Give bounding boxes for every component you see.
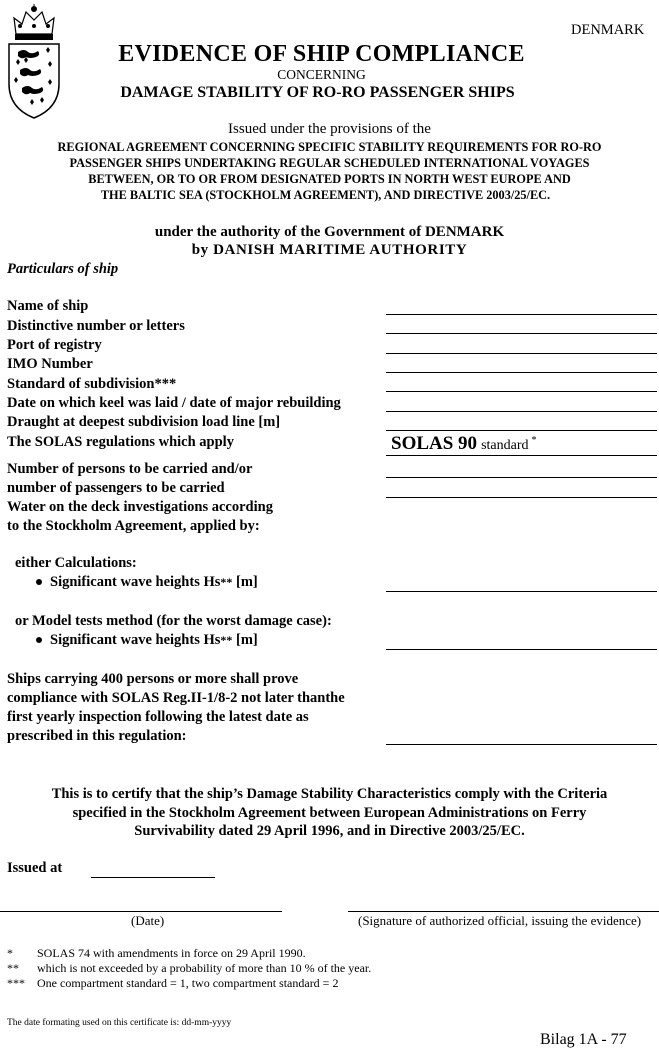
footnote-text: One compartment standard = 1, two compartment standard = 2 xyxy=(37,976,339,990)
ships400-text: Ships carrying 400 persons or more shall prove xyxy=(7,671,299,687)
footnote-text: SOLAS 74 with amendments in force on 29 April 1990. xyxy=(37,946,306,960)
issued-at-label: Issued at xyxy=(7,860,63,876)
signature-label: (Signature of authorized official, issuing the evidence) xyxy=(358,913,642,928)
concerning-label: CONCERNING xyxy=(277,67,366,82)
ships400-text: prescribed in this regulation: xyxy=(7,728,187,744)
issued-under-text: Issued under the provisions of the xyxy=(228,121,431,137)
field-line-model-wave-height[interactable] xyxy=(386,649,657,650)
field-line-name-of-ship[interactable] xyxy=(386,314,657,315)
field-line-standard-of-subdivision[interactable] xyxy=(386,391,657,392)
field-label-standard-of-subdivision: Standard of subdivision*** xyxy=(7,376,177,392)
water-on-deck-label: Water on the deck investigations according xyxy=(7,499,273,515)
field-line-distinctive-number[interactable] xyxy=(386,333,657,334)
wave-height-label: Significant wave heights Hs xyxy=(50,632,221,648)
field-label-imo-number: IMO Number xyxy=(7,356,93,372)
wave-height-mark: ** xyxy=(220,575,233,589)
certify-text: This is to certify that the ship’s Damage Stability Characteristics comply with the Criteria xyxy=(51,786,608,802)
field-label-name-of-ship: Name of ship xyxy=(7,298,89,314)
country-label: DENMARK xyxy=(571,22,645,38)
field-line-calc-wave-height[interactable] xyxy=(386,591,657,592)
field-line-persons[interactable] xyxy=(386,477,657,478)
ships400-text: first yearly inspection following the latest date as xyxy=(7,709,309,725)
field-label-persons: number of passengers to be carried xyxy=(7,480,225,496)
calc-wave-height-row xyxy=(36,574,258,591)
water-on-deck-label: to the Stockholm Agreement, applied by: xyxy=(7,518,260,534)
field-line-solas-regulations[interactable] xyxy=(386,455,657,456)
authority-line: under the authority of the Government of DENMARK xyxy=(154,224,505,240)
wave-height-mark: ** xyxy=(220,633,233,647)
date-format-note: The date formating used on this certificate is: dd-mm-yyyy xyxy=(7,1018,232,1028)
certify-text: specified in the Stockholm Agreement between European Administrations on Ferry xyxy=(72,805,587,821)
field-line-keel-date[interactable] xyxy=(386,411,657,412)
particulars-heading: Particulars of ship xyxy=(7,261,119,277)
document-subtitle: DAMAGE STABILITY OF RO-RO PASSENGER SHIPS xyxy=(120,84,515,101)
ships400-text: compliance with SOLAS Reg.II-1/8-2 not later thanthe xyxy=(7,690,345,706)
field-label-draught: Draught at deepest subdivision load line [m] xyxy=(7,414,281,430)
field-label-solas-regulations: The SOLAS regulations which apply xyxy=(7,434,234,450)
field-line-issued-at[interactable] xyxy=(91,877,215,878)
wave-height-label: Significant wave heights Hs xyxy=(50,574,221,590)
field-label-port-of-registry: Port of registry xyxy=(7,337,102,353)
either-calculations-label: either Calculations: xyxy=(15,555,137,571)
field-line-ships400-date[interactable] xyxy=(386,744,657,745)
field-line-passengers[interactable] xyxy=(386,497,657,498)
provisions-line: PASSENGER SHIPS UNDERTAKING REGULAR SCHEDULED INTERNATIONAL VOYAGES xyxy=(69,156,590,170)
page-reference: Bilag 1A - 77 xyxy=(540,1031,627,1048)
footnote-mark: *** xyxy=(7,976,25,990)
field-line-draught[interactable] xyxy=(386,430,657,431)
or-model-tests-label: or Model tests method (for the worst damage case): xyxy=(15,613,332,629)
model-wave-height-row xyxy=(36,632,258,649)
provisions-line: BETWEEN, OR TO OR FROM DESIGNATED PORTS IN NORTH WEST EUROPE AND xyxy=(88,172,571,186)
field-line-imo-number[interactable] xyxy=(386,372,657,373)
field-label-persons: Number of persons to be carried and/or xyxy=(7,461,253,477)
bullet-icon xyxy=(36,637,42,643)
footnote xyxy=(7,961,371,976)
solas-value-text: SOLAS 90 xyxy=(391,433,478,454)
field-label-distinctive-number: Distinctive number or letters xyxy=(7,318,185,334)
wave-height-unit: [m] xyxy=(232,632,258,648)
solas-value xyxy=(391,433,537,455)
field-line-date[interactable] xyxy=(0,911,282,912)
field-line-signature[interactable] xyxy=(348,911,659,912)
wave-height-unit: [m] xyxy=(232,574,258,590)
certify-text: Survivability dated 29 April 1996, and in Directive 2003/25/EC. xyxy=(134,823,525,839)
authority-line: by DANISH MARITIME AUTHORITY xyxy=(191,242,468,258)
footnote-mark: ** xyxy=(7,961,19,975)
field-line-port-of-registry[interactable] xyxy=(386,353,657,354)
solas-footnote-mark: * xyxy=(531,434,537,446)
footnote-mark: * xyxy=(7,946,13,960)
provisions-line: THE BALTIC SEA (STOCKHOLM AGREEMENT), AND DIRECTIVE 2003/25/EC. xyxy=(100,188,551,202)
provisions-line: REGIONAL AGREEMENT CONCERNING SPECIFIC STABILITY REQUIREMENTS FOR RO-RO xyxy=(57,140,602,154)
document-title: EVIDENCE OF SHIP COMPLIANCE xyxy=(118,41,525,67)
field-label-keel-date: Date on which keel was laid / date of major rebuilding xyxy=(7,395,341,411)
bullet-icon xyxy=(36,579,42,585)
date-label: (Date) xyxy=(131,913,165,928)
footnote-text: which is not exceeded by a probability of more than 10 % of the year. xyxy=(37,961,372,975)
footnote xyxy=(7,946,306,961)
solas-standard-text: standard xyxy=(481,438,529,453)
footnote xyxy=(7,976,338,991)
